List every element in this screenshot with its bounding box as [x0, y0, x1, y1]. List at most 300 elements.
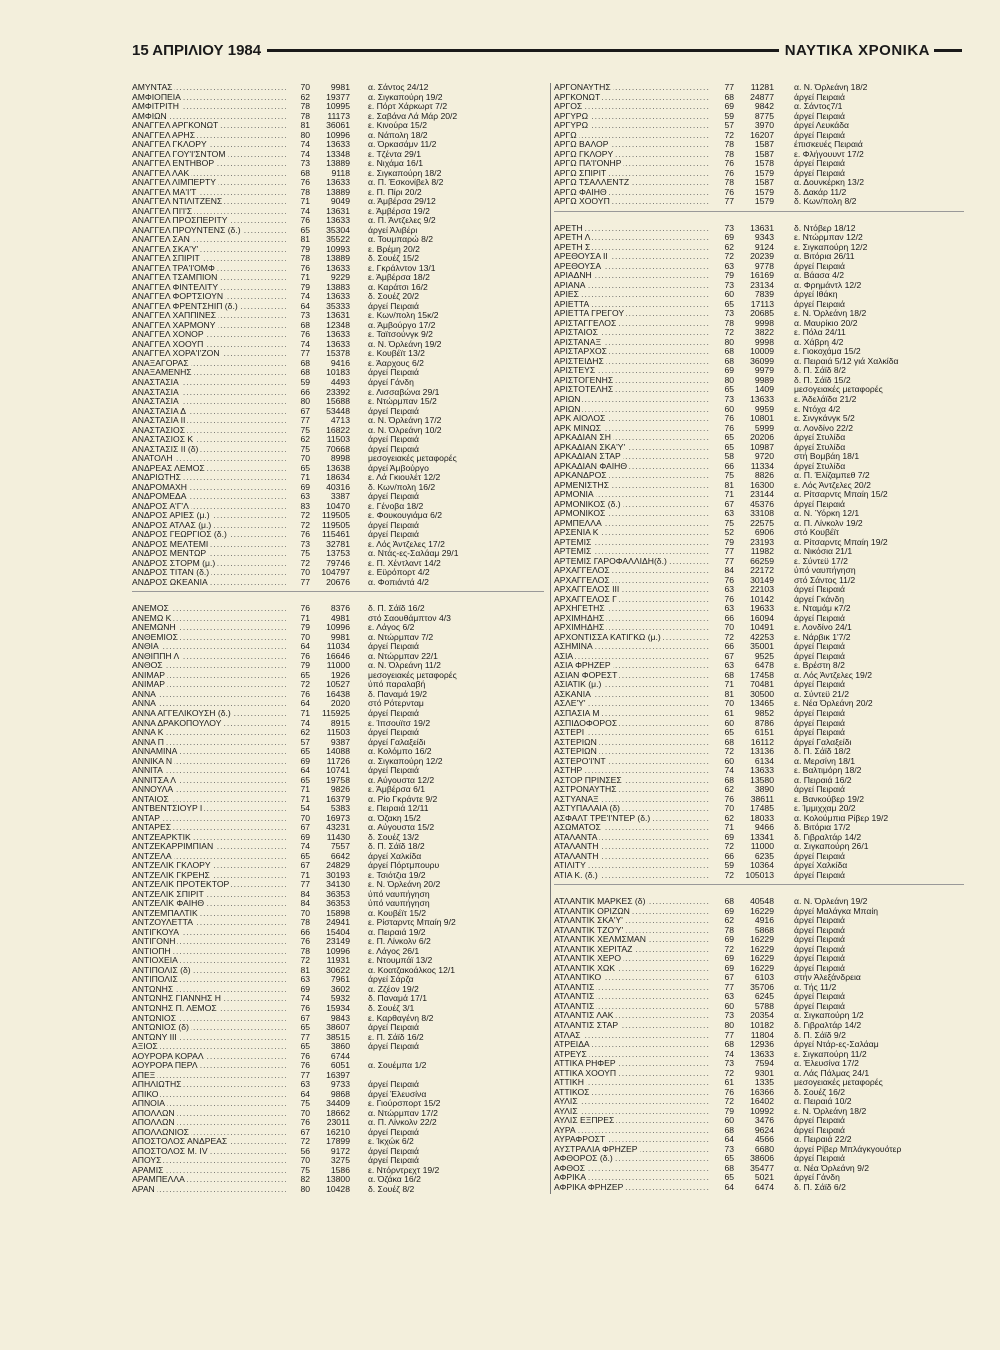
- ship-location: άργεί Πειραιά: [368, 444, 419, 454]
- ship-name-text: ΑΝΝΙΤΑ: [132, 766, 163, 776]
- ship-year: 80: [300, 129, 310, 140]
- ship-name-text: ΑΤΙΑ Κ. (δ.): [554, 870, 598, 880]
- ship-name-text: ΑΝΑΓΓΕΛ ΑΡΗΣ: [132, 130, 196, 140]
- ship-name-text: ΑΝΘΙΠΠΗ Λ: [132, 651, 180, 661]
- ship-year: 66: [724, 460, 734, 471]
- ship-location: α. Πειραιά 19/2: [368, 927, 426, 937]
- ship-name: [132, 216, 286, 226]
- ship-name: [554, 916, 710, 926]
- ship-name-text: ΑΡΙΩΝ: [554, 404, 581, 414]
- ship-location: ε. Σιγκαπούρη 11/2: [794, 1049, 867, 1059]
- ship-grt: 10491: [750, 622, 774, 633]
- ship-year: 65: [300, 1022, 310, 1033]
- ship-name-text: ΑΝΤΑΙΟΣ: [132, 794, 169, 804]
- ship-year: 72: [724, 631, 734, 642]
- ship-name: [132, 1004, 286, 1014]
- ship-name: [132, 121, 286, 131]
- ship-year: 76: [300, 688, 310, 699]
- ship-name-text: ΑΡΧΟΝΤΙΣΣΑ ΚΑΤΙΓΚΩ (μ.): [554, 632, 661, 642]
- ship-name: [554, 471, 710, 481]
- ship-name: [554, 376, 710, 386]
- ship-year: 74: [300, 139, 310, 150]
- ship-name: [132, 909, 286, 919]
- ship-location: άργεί Πειραιά: [368, 709, 419, 718]
- ship-name-text: ΑΤΛΑΣ: [554, 1030, 581, 1040]
- ship-year: 69: [724, 365, 734, 376]
- ship-grt: 9466: [754, 822, 774, 833]
- ship-location: δ. Παναμά 19/2: [368, 689, 428, 699]
- ship-year: 68: [724, 1039, 734, 1050]
- ship-name-text: ΑΝΤΖΕΚΑΡΡΙΜΠΙΑΝ: [132, 842, 214, 852]
- ship-year: 78: [300, 945, 310, 956]
- ship-location: α. Σιγκαπούρη 19/2: [368, 92, 443, 102]
- header-rule: [267, 49, 779, 52]
- ship-name: [132, 652, 286, 662]
- ship-year: 76: [300, 215, 310, 226]
- ship-name-text: ΑΤΛΑΝΤΙΚ ΧΕΡΟ: [554, 954, 622, 964]
- ship-location: [350, 1071, 544, 1081]
- ship-name-text: ΑΤΤΙΚΗ: [554, 1078, 584, 1088]
- ship-year: 68: [300, 357, 310, 368]
- ship-year: 68: [724, 91, 734, 102]
- ship-name: [132, 642, 286, 652]
- ship-name-text: ΑΝΑΓΓΕΛ ΝΤΙΛΙΤΖΕΝΣ: [132, 197, 223, 207]
- ship-name-text: ΑΝΑΣΤΑΣΙΑ Δ: [132, 406, 186, 416]
- ship-grt: 1578: [754, 158, 774, 169]
- ship-name-text: ΑΝΝΑ ΑΓΓΕΛΙΚΟΥΣΗ (δ.): [132, 709, 231, 718]
- ship-year: 80: [724, 1019, 734, 1030]
- ship-grt: 38515: [326, 1031, 350, 1042]
- ship-location: α. Μερσίνη 18/1: [794, 756, 856, 766]
- ship-grt: 13633: [750, 393, 774, 404]
- ship-name-text: ΑΝΑΓΓΕΛ ΠΙ'Ι'Σ: [132, 206, 193, 216]
- ship-year: 62: [300, 434, 310, 445]
- ship-grt: 38606: [750, 1153, 774, 1164]
- ship-year: 70: [300, 631, 310, 642]
- ship-grt: 70481: [750, 679, 774, 690]
- ship-grt: 10183: [326, 367, 350, 378]
- ship-name-text: ΑΝΤΙΟΧΕΙΑ: [132, 956, 178, 966]
- ship-name-text: ΑΠΗΛΙΩΤΗΣ: [132, 1080, 182, 1090]
- ship-name-text: ΑΡΙΣΤΕΥΣ: [554, 366, 596, 376]
- ship-grt: 3275: [330, 1155, 350, 1166]
- ship-name: [554, 973, 710, 983]
- ship-grt: 16229: [750, 953, 774, 964]
- ship-name: [132, 207, 286, 217]
- ship-grt: 13631: [326, 310, 350, 321]
- ship-location: α. Π. Έσκονίβελ 8/2: [368, 178, 444, 188]
- ship-name-text: ΑΝΝΑ Κ: [132, 728, 164, 738]
- ship-name-text: ΑΝΔΡΟΜΕΔΑ: [132, 492, 187, 502]
- ship-year: 64: [300, 698, 310, 709]
- ship-location: ε. Τζέντα 29/1: [368, 149, 421, 159]
- ship-name: [554, 747, 710, 757]
- ship-name-text: ΑΝΤΖΕΛΙΚ ΓΚΛΟΡΥ: [132, 861, 211, 871]
- ship-location: ε. Γκράλντον 13/1: [368, 263, 436, 273]
- ship-location: άργεί Στυλίδα: [794, 461, 846, 471]
- ship-grt: 10996: [326, 945, 350, 956]
- ship-name: [132, 880, 286, 890]
- ship-name: [132, 140, 286, 150]
- ship-location: ε. Λισσαβώνα 29/1: [368, 387, 440, 397]
- ship-grt: 13633: [326, 215, 350, 226]
- ship-grt: 11000: [326, 660, 350, 671]
- ship-year: 72: [724, 251, 734, 262]
- ship-name-text: ΑΝΑΣΤΑΣΙΑ: [132, 397, 179, 407]
- ship-location: άργεί Ιθάκη: [794, 290, 838, 300]
- ship-location: α. Σύντεϋ 21/2: [794, 689, 850, 699]
- ship-name: [554, 178, 710, 188]
- ship-grt: 24941: [326, 917, 350, 928]
- ship-name: [132, 728, 286, 738]
- ship-location: άργεί Χαλκίδα: [794, 861, 848, 871]
- ship-grt: 10142: [750, 593, 774, 604]
- ship-year: 76: [724, 158, 734, 169]
- ship-year: 75: [300, 443, 310, 454]
- ship-name-text: ΑΣΙΑΤΙΚ (μ.): [554, 680, 602, 690]
- ship-grt: 9118: [331, 167, 350, 178]
- ship-name: [554, 1097, 710, 1107]
- ship-name: [132, 757, 286, 767]
- ship-grt: 9733: [330, 1079, 350, 1090]
- ship-location: άργεί Πειραιά: [794, 954, 845, 964]
- ship-name-text: ΑΣΙΑ: [554, 651, 574, 661]
- ship-name: [554, 871, 710, 881]
- ship-location: ε. Βαλτιμόρη 18/2: [794, 766, 862, 776]
- ship-year: 64: [300, 641, 310, 652]
- ship-grt: 13631: [750, 222, 774, 233]
- ship-location: α. Βάασα 4/2: [794, 271, 845, 281]
- ship-grt: 10993: [326, 243, 350, 254]
- ship-grt: 40316: [326, 481, 350, 492]
- ship-name: [132, 521, 286, 531]
- ship-location: α. Νικόσια 21/1: [794, 547, 853, 557]
- ship-grt: 3822: [754, 327, 774, 338]
- ship-name-text: ΑΣΤΟΡ ΠΡΙΝΣΕΣ: [554, 775, 622, 785]
- ship-year: 76: [724, 413, 734, 424]
- ship-name-text: ΑΤΤΙΚΑ ΧΟΟΥΠ: [554, 1068, 617, 1078]
- ship-grt: 38607: [326, 1022, 350, 1033]
- ship-name: [132, 407, 286, 417]
- ship-name: [132, 349, 286, 359]
- ship-location: άργεί Σάρζα: [368, 975, 414, 985]
- ship-grt: 15898: [326, 907, 350, 918]
- ship-name: [554, 197, 710, 207]
- ship-location: δ. Π. Σάϊδ 9/2: [794, 1030, 846, 1040]
- ship-grt: 9998: [754, 336, 774, 347]
- ship-location: δ. Σουέζ 3/1: [368, 1003, 415, 1013]
- ship-name: [554, 623, 710, 633]
- ship-name: [554, 500, 710, 510]
- ship-year: 63: [724, 584, 734, 595]
- ship-location: άργεί Πειραιά: [368, 1156, 419, 1166]
- ship-year: 68: [724, 896, 734, 907]
- ship-row: [554, 197, 964, 207]
- ship-name-text: ΑΣΙΑ ΦΡΗΖΕΡ: [554, 661, 611, 671]
- ship-location: ε. Βανκούβερ 19/2: [794, 794, 865, 804]
- ship-grt: 12936: [750, 1039, 774, 1050]
- ship-year: 73: [724, 393, 734, 404]
- ship-grt: 6051: [330, 1060, 350, 1071]
- ship-year: 77: [300, 879, 310, 890]
- ship-name-text: ΑΡΚΑΔΙΑΝ ΣΤΑΡ: [554, 452, 621, 462]
- ship-year: 75: [300, 424, 310, 435]
- ship-year: 71: [300, 869, 310, 880]
- ship-year: 64: [300, 765, 310, 776]
- ship-name-text: ΑΤΛΑΝΤΙΚΟ: [554, 973, 602, 983]
- ship-name: [554, 757, 710, 767]
- ship-grt: 18634: [326, 472, 350, 483]
- ship-location: άργεί Πειραιά: [794, 299, 845, 309]
- ship-name-text: ΑΝΘΕΜΙΟΣ: [132, 632, 178, 642]
- ship-name: [554, 357, 710, 367]
- ship-location: άργεί Πειραιά: [794, 1125, 845, 1135]
- ship-location: α. Ν. Ύόρκη 12/1: [794, 509, 860, 519]
- ship-name: [554, 795, 710, 805]
- ship-name-text: ΑΣΤΗΡ: [554, 766, 583, 776]
- ship-grt: 10987: [750, 441, 774, 452]
- ship-location: στό Κουβέϊτ: [794, 528, 840, 538]
- ship-name-text: ΑΣΤΕΡΟ'Ι'ΝΤ: [554, 756, 606, 766]
- ship-year: 67: [300, 822, 310, 833]
- ship-grt: 10996: [326, 129, 350, 140]
- ship-grt: 9826: [330, 784, 350, 795]
- ship-year: 68: [724, 355, 734, 366]
- ship-name-text: ΑΤΛΑΝΤΙΣ: [554, 982, 595, 992]
- ship-year: 60: [724, 1115, 734, 1126]
- ship-grt: 13633: [326, 177, 350, 188]
- ship-grt: 16112: [750, 736, 774, 747]
- ship-name: [132, 1042, 286, 1052]
- ship-name: [132, 473, 286, 483]
- ship-year: 74: [300, 993, 310, 1004]
- ship-name: [554, 140, 710, 150]
- ship-name: [132, 388, 286, 398]
- ship-name-text: ΑΟΥΡΟΡΑ ΠΕΡΛ: [132, 1061, 198, 1071]
- ship-grt: 16973: [326, 812, 350, 823]
- ship-grt: 1586: [330, 1164, 350, 1175]
- ship-grt: 3970: [754, 120, 774, 131]
- ship-year: 67: [724, 972, 734, 983]
- ship-location: ε. Νέα Όρλεάνη 20/2: [794, 699, 873, 709]
- ship-name-text: ΑΡΤΕΜΙΣ ΓΑΡΟΦΑΛΛΙΔΗ(δ.): [554, 556, 667, 566]
- ship-grt: 8376: [330, 603, 350, 614]
- ship-name: [132, 994, 286, 1004]
- ship-year: 61: [724, 1077, 734, 1088]
- ship-name: [554, 776, 710, 786]
- ship-location: έπισκευές Πειραιά: [794, 140, 863, 150]
- ship-location: ε. Ντουμπάϊ 13/2: [368, 956, 433, 966]
- ship-name: [132, 416, 286, 426]
- ship-name: [132, 1071, 286, 1081]
- ship-location: ε. Άαρχους 6/2: [368, 358, 424, 368]
- ship-grt: 3476: [754, 1115, 774, 1126]
- ship-year: 79: [724, 536, 734, 547]
- ship-grt: 1579: [754, 167, 774, 178]
- ship-year: 77: [724, 196, 734, 207]
- ship-year: 76: [300, 936, 310, 947]
- ship-name: [132, 1080, 286, 1090]
- ship-year: 68: [300, 319, 310, 330]
- ship-location: α. Ρίτσαρντς Μπαίη 15/2: [794, 490, 888, 500]
- ship-name-text: ΑΡΓΩ ΦΑΙΗΘ: [554, 187, 607, 197]
- ship-year: 66: [300, 386, 310, 397]
- ship-grt: 17113: [750, 298, 774, 309]
- ship-location: άργεί Γάνδη: [794, 1173, 840, 1183]
- ship-name: [554, 1154, 710, 1164]
- ship-location: δ. Δακάρ 11/2: [794, 187, 847, 197]
- ship-grt: 34130: [326, 879, 350, 890]
- ship-name-text: ΑΝΑΓΓΕΛ ΣΠΙΡΙΤ: [132, 254, 200, 264]
- ship-name-text: ΑΝΑΓΓΕΛ ΓΟΥ'Ι'ΣΝΤΟΜ: [132, 149, 226, 159]
- ship-name-text: ΑΝΔΡΕΑΣ ΛΕΜΟΣ: [132, 463, 205, 473]
- ship-name: [132, 511, 286, 521]
- ship-grt: 1587: [754, 139, 774, 150]
- ship-name-text: ΑΡΙΣΤΟΤΕΛΗΣ: [554, 385, 614, 395]
- ship-grt: 16822: [326, 424, 350, 435]
- ship-name: [132, 131, 286, 141]
- ship-location: ε. Κων/πολη 15κ/2: [368, 311, 439, 321]
- ship-name: [554, 1021, 710, 1031]
- ship-location: α. Άμβούργο 17/2: [368, 320, 436, 330]
- ship-name-text: ΑΝΑΓΓΕΛ ΧΟΡΑ'Ι'ΖΟΝ: [132, 349, 220, 359]
- ship-name-text: ΑΣΦΑΛΤ ΤΡΕ'Ι'ΝΤΕΡ (δ.): [554, 813, 651, 823]
- ship-location: ε. Ντώρμπαν 15/2: [368, 397, 437, 407]
- ship-year: 69: [300, 831, 310, 842]
- ship-location: ε. Σινγκάνγκ 5/2: [794, 414, 855, 424]
- ship-year: 77: [724, 1029, 734, 1040]
- ship-location: άργεί Πειραιά: [794, 935, 845, 945]
- ship-grt: 10182: [750, 1019, 774, 1030]
- ship-year: 77: [300, 1069, 310, 1080]
- ship-name-text: ΑΝΝΑΜΙΝΑ: [132, 747, 178, 757]
- ship-name: [554, 452, 710, 462]
- ship-location: α. Ν. Όρλεάνη 19/2: [794, 897, 868, 907]
- ship-year: 67: [300, 860, 310, 871]
- ship-grt: 13341: [750, 831, 774, 842]
- ship-year: 76: [300, 650, 310, 661]
- ship-name: [554, 112, 710, 122]
- ship-name: [132, 975, 286, 985]
- ship-location: ε. Ίπσουϊτσ 19/2: [368, 718, 431, 728]
- ship-name-text: ΑΡΙΑΔΝΗ: [554, 271, 592, 281]
- ship-grt: 9989: [754, 374, 774, 385]
- ship-name-text: ΑΥΡΑΦΡΟΣΤ: [554, 1135, 606, 1145]
- ship-grt: 30193: [326, 869, 350, 880]
- ship-name: [132, 1137, 286, 1147]
- publication-title: ΝΑΥΤΙΚΑ ΧΡΟΝΙΚΑ: [784, 41, 930, 59]
- ship-name-text: ΑΝΤΖΕΛΙΚ ΦΑΙΗΘ: [132, 899, 205, 909]
- ship-year: 74: [724, 1048, 734, 1059]
- ship-name-text: ΑΤΛΑΝΤΙΚ ΤΖΟ'Υ': [554, 925, 624, 935]
- ship-year: 71: [724, 679, 734, 690]
- ship-location: α. Πειραιά 5/12 γιά Χαλκίδα: [794, 356, 899, 366]
- ship-year: 63: [724, 660, 734, 671]
- ship-year: 77: [724, 981, 734, 992]
- ship-name: [554, 424, 710, 434]
- ship-name: [132, 871, 286, 881]
- ship-name: [554, 1088, 710, 1098]
- ship-year: 67: [300, 1126, 310, 1137]
- ship-name: [132, 102, 286, 112]
- ship-year: 69: [724, 953, 734, 964]
- ship-name: [554, 131, 710, 141]
- ship-grt: 8786: [754, 717, 774, 728]
- ship-year: 77: [724, 555, 734, 566]
- ship-name-text: ΑΤΛΑΝΤΙΚ ΧΕΛΜΣΜΑΝ: [554, 935, 646, 945]
- ship-location: α. Ντώρμπαν 17/2: [368, 1108, 438, 1118]
- ship-name-text: ΑΡΧΑΓΓΕΛΟΣ Γ: [554, 594, 617, 604]
- ship-name: [554, 347, 710, 357]
- ship-name-text: ΑΝΝΑ: [132, 699, 156, 709]
- ship-year: 79: [300, 243, 310, 254]
- ship-grt: 22172: [750, 565, 774, 576]
- ship-name: [132, 1166, 286, 1176]
- ship-name: [132, 766, 286, 776]
- ship-location: άργεί Πειραιά: [794, 130, 845, 140]
- ship-name: [554, 1069, 710, 1079]
- ship-name-text: ΑΤΛΑΝΤΙΣ ΣΤΑΡ: [554, 1020, 619, 1030]
- ship-name: [554, 509, 710, 519]
- ship-name: [132, 112, 286, 122]
- ship-grt: 2020: [330, 698, 350, 709]
- ship-name: [132, 1185, 286, 1195]
- ship-grt: 13465: [750, 698, 774, 709]
- ship-row: [132, 1185, 544, 1195]
- ship-year: 71: [300, 472, 310, 483]
- ship-name-text: ΑΝΑΓΓΕΛ ΕΝΤΗΒΟΡ: [132, 159, 215, 169]
- ship-location: δ. Βιτόρια 17/2: [794, 823, 851, 833]
- ship-name: [554, 271, 710, 281]
- ship-name-text: ΑΝΑΣΤΑΣΙΟΣ: [132, 425, 186, 435]
- ship-grt: 9979: [754, 365, 774, 376]
- ship-name-text: ΑΝΔΡΟΣ ΑΡΙΕΣ (μ.): [132, 511, 210, 521]
- ship-name: [132, 747, 286, 757]
- ship-location: α. Κουβέϊτ 15/2: [368, 908, 427, 918]
- ship-name: [554, 150, 710, 160]
- ship-name-text: ΑΝΙΜΑΡ: [132, 680, 165, 690]
- ship-name-text: ΑΡΓΩ ΠΑ'Ι'ΟΝΗΡ: [554, 159, 622, 169]
- ship-year: 60: [724, 289, 734, 300]
- ship-name: [132, 614, 286, 624]
- ship-name: [554, 414, 710, 424]
- ship-location: ε. Λός Άντζελες 20/2: [794, 480, 871, 490]
- ship-location: άργεί Πειραιά: [368, 530, 419, 540]
- ship-grt: 115461: [321, 529, 350, 540]
- ship-grt: 9343: [754, 232, 774, 243]
- ship-name-text: ΑΝΑΣΤΑΣΙΑ: [132, 377, 179, 387]
- ship-name-text: ΑΤΑΛΑΝΤΑ: [554, 832, 598, 842]
- ship-year: 71: [300, 272, 310, 283]
- ship-name-text: ΑΝΤΙΠΟΛΙΣ (δ): [132, 965, 191, 975]
- ship-name-text: ΑΡΜΕΝΙΣΤΗΣ: [554, 480, 610, 490]
- ship-location: ε. Π. Λίνκολν 6/2: [368, 937, 431, 947]
- ship-location: άργεί Στυλίδα: [794, 433, 846, 443]
- ship-year: 56: [300, 1145, 310, 1156]
- ship-grt: 9959: [754, 403, 774, 414]
- ship-location: ε. Λάγος 26/1: [368, 946, 420, 956]
- ship-name-text: ΑΝΔΡΟΣ Α'Γ'Λ: [132, 501, 189, 511]
- ship-name-text: ΑΠΟΣΤΟΛΟΣ ΑΝΔΡΕΑΣ: [132, 1137, 228, 1147]
- ship-name-text: ΑΜΦΙΩΝ: [132, 111, 167, 121]
- ship-location: ε. Σιγκαπούρη 18/2: [368, 168, 442, 178]
- ship-location: α. Αύγουστα 12/2: [368, 775, 435, 785]
- ship-year: 71: [300, 708, 310, 718]
- ship-name-text: ΑΠΕΞ: [132, 1070, 156, 1080]
- ship-name-text: ΑΡΧΙΜΗΔΗΣ: [554, 613, 605, 623]
- ship-location: α. Αύγουστα 15/2: [368, 823, 435, 833]
- ship-name-text: ΑΡΑΜΙΣ: [132, 1165, 164, 1175]
